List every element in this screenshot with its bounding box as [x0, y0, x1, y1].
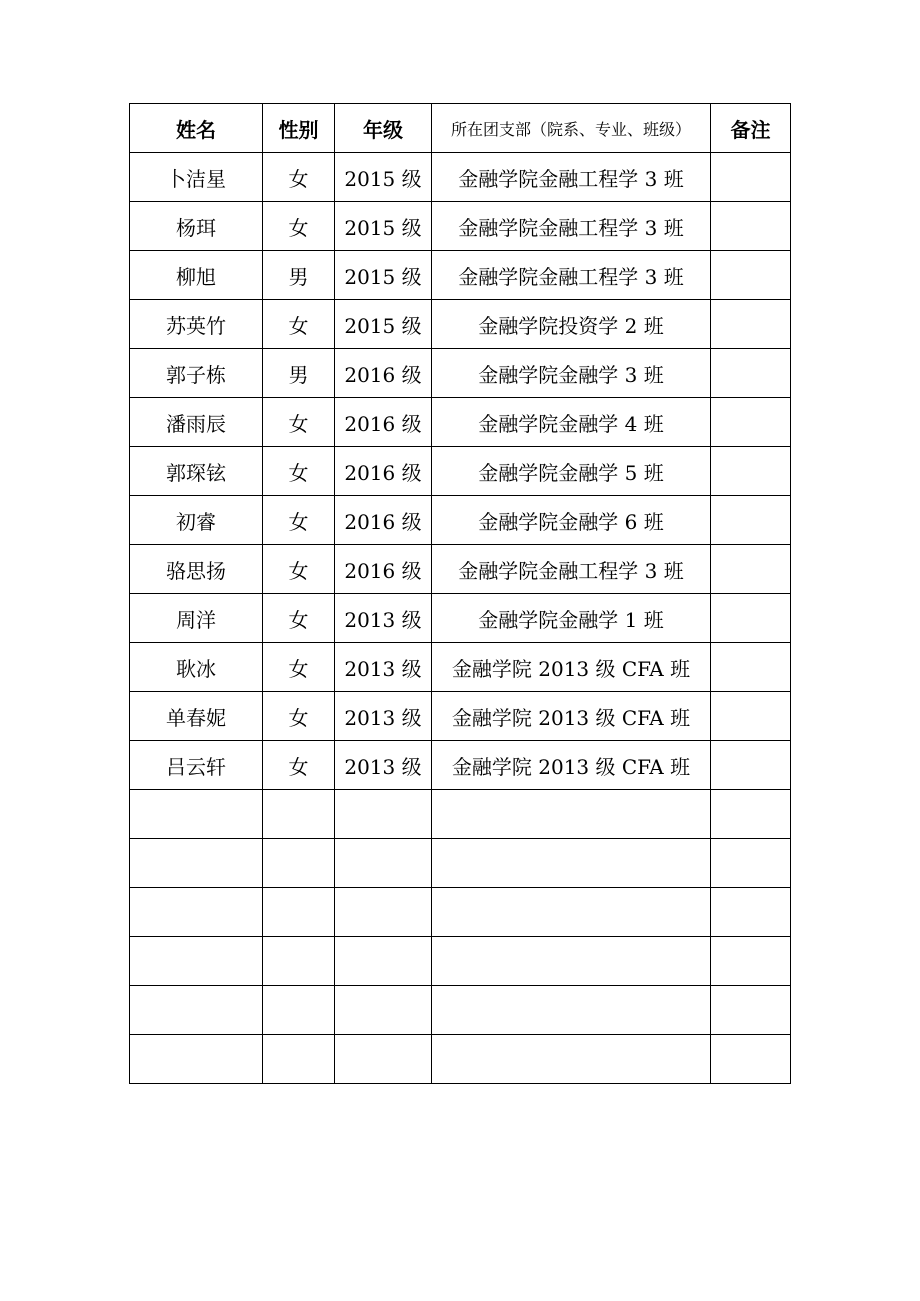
cell-name — [130, 937, 263, 986]
cell-note — [711, 251, 791, 300]
cell-grade: 2016 级 — [335, 496, 432, 545]
cell-note — [711, 986, 791, 1035]
cell-gender — [263, 839, 335, 888]
cell-note — [711, 888, 791, 937]
member-table — [129, 103, 791, 1084]
cell-name: 吕云轩 — [130, 741, 263, 790]
cell-gender — [263, 937, 335, 986]
cell-gender: 女 — [263, 153, 335, 202]
cell-grade: 2015 级 — [335, 300, 432, 349]
cell-grade — [335, 986, 432, 1035]
cell-branch — [432, 888, 711, 937]
cell-grade — [335, 790, 432, 839]
cell-grade: 2013 级 — [335, 643, 432, 692]
cell-name: 耿冰 — [130, 643, 263, 692]
cell-note — [711, 153, 791, 202]
cell-name: 潘雨辰 — [130, 398, 263, 447]
cell-note — [711, 496, 791, 545]
cell-gender: 女 — [263, 594, 335, 643]
cell-grade: 2013 级 — [335, 594, 432, 643]
cell-grade: 2015 级 — [335, 153, 432, 202]
cell-grade — [335, 937, 432, 986]
table-row — [130, 986, 791, 1035]
cell-note — [711, 202, 791, 251]
table-row — [130, 888, 791, 937]
table-row — [130, 839, 791, 888]
cell-name — [130, 986, 263, 1035]
cell-grade: 2016 级 — [335, 545, 432, 594]
cell-name — [130, 839, 263, 888]
cell-gender — [263, 986, 335, 1035]
cell-name: 单春妮 — [130, 692, 263, 741]
table-row — [130, 153, 791, 202]
cell-branch — [432, 790, 711, 839]
cell-note — [711, 937, 791, 986]
cell-gender: 女 — [263, 447, 335, 496]
cell-note — [711, 594, 791, 643]
cell-grade: 2013 级 — [335, 741, 432, 790]
table-row — [130, 790, 791, 839]
cell-branch: 金融学院金融工程学 3 班 — [432, 251, 711, 300]
cell-note — [711, 692, 791, 741]
cell-branch: 金融学院金融学 5 班 — [432, 447, 711, 496]
cell-gender: 女 — [263, 496, 335, 545]
cell-gender: 女 — [263, 398, 335, 447]
cell-branch: 金融学院金融学 4 班 — [432, 398, 711, 447]
table-row — [130, 447, 791, 496]
table-row — [130, 594, 791, 643]
cell-note — [711, 349, 791, 398]
cell-grade: 2016 级 — [335, 447, 432, 496]
cell-branch — [432, 937, 711, 986]
cell-branch — [432, 839, 711, 888]
cell-branch — [432, 1035, 711, 1084]
cell-gender: 女 — [263, 545, 335, 594]
cell-branch: 金融学院 2013 级 CFA 班 — [432, 741, 711, 790]
table-row — [130, 398, 791, 447]
cell-grade — [335, 839, 432, 888]
cell-grade: 2015 级 — [335, 251, 432, 300]
header-gender: 性别 — [263, 104, 335, 153]
table-row — [130, 300, 791, 349]
cell-grade: 2015 级 — [335, 202, 432, 251]
header-note: 备注 — [711, 104, 791, 153]
cell-name: 郭琛铉 — [130, 447, 263, 496]
cell-gender: 女 — [263, 300, 335, 349]
cell-name: 周洋 — [130, 594, 263, 643]
cell-branch: 金融学院金融学 6 班 — [432, 496, 711, 545]
table-row — [130, 349, 791, 398]
cell-note — [711, 790, 791, 839]
cell-note — [711, 447, 791, 496]
header-name: 姓名 — [130, 104, 263, 153]
cell-branch: 金融学院金融学 1 班 — [432, 594, 711, 643]
cell-grade — [335, 888, 432, 937]
cell-name — [130, 1035, 263, 1084]
cell-gender: 女 — [263, 202, 335, 251]
table-body — [130, 153, 791, 1084]
cell-gender: 女 — [263, 692, 335, 741]
cell-gender: 男 — [263, 251, 335, 300]
cell-gender — [263, 1035, 335, 1084]
cell-gender: 女 — [263, 643, 335, 692]
cell-note — [711, 545, 791, 594]
cell-gender: 男 — [263, 349, 335, 398]
cell-grade: 2016 级 — [335, 398, 432, 447]
cell-name: 骆思扬 — [130, 545, 263, 594]
header-branch: 所在团支部（院系、专业、班级） — [432, 104, 711, 153]
cell-name — [130, 888, 263, 937]
cell-name: 卜洁星 — [130, 153, 263, 202]
cell-grade — [335, 1035, 432, 1084]
cell-note — [711, 643, 791, 692]
cell-name: 初睿 — [130, 496, 263, 545]
cell-note — [711, 741, 791, 790]
table-row — [130, 643, 791, 692]
cell-name: 苏英竹 — [130, 300, 263, 349]
cell-name: 郭子栋 — [130, 349, 263, 398]
cell-grade: 2013 级 — [335, 692, 432, 741]
cell-name: 杨珥 — [130, 202, 263, 251]
cell-branch: 金融学院 2013 级 CFA 班 — [432, 643, 711, 692]
cell-branch: 金融学院金融工程学 3 班 — [432, 202, 711, 251]
cell-gender: 女 — [263, 741, 335, 790]
cell-name — [130, 790, 263, 839]
cell-branch — [432, 986, 711, 1035]
table-row — [130, 545, 791, 594]
table-header-row — [130, 104, 791, 153]
cell-grade: 2016 级 — [335, 349, 432, 398]
cell-note — [711, 398, 791, 447]
cell-branch: 金融学院金融学 3 班 — [432, 349, 711, 398]
cell-gender — [263, 790, 335, 839]
table-row — [130, 692, 791, 741]
header-grade: 年级 — [335, 104, 432, 153]
table-row — [130, 1035, 791, 1084]
cell-note — [711, 839, 791, 888]
cell-branch: 金融学院金融工程学 3 班 — [432, 153, 711, 202]
cell-branch: 金融学院金融工程学 3 班 — [432, 545, 711, 594]
cell-name: 柳旭 — [130, 251, 263, 300]
cell-note — [711, 1035, 791, 1084]
table-row — [130, 496, 791, 545]
table-row — [130, 202, 791, 251]
cell-branch: 金融学院 2013 级 CFA 班 — [432, 692, 711, 741]
cell-note — [711, 300, 791, 349]
cell-branch: 金融学院投资学 2 班 — [432, 300, 711, 349]
table-row — [130, 741, 791, 790]
table-row — [130, 937, 791, 986]
table-row — [130, 251, 791, 300]
cell-gender — [263, 888, 335, 937]
